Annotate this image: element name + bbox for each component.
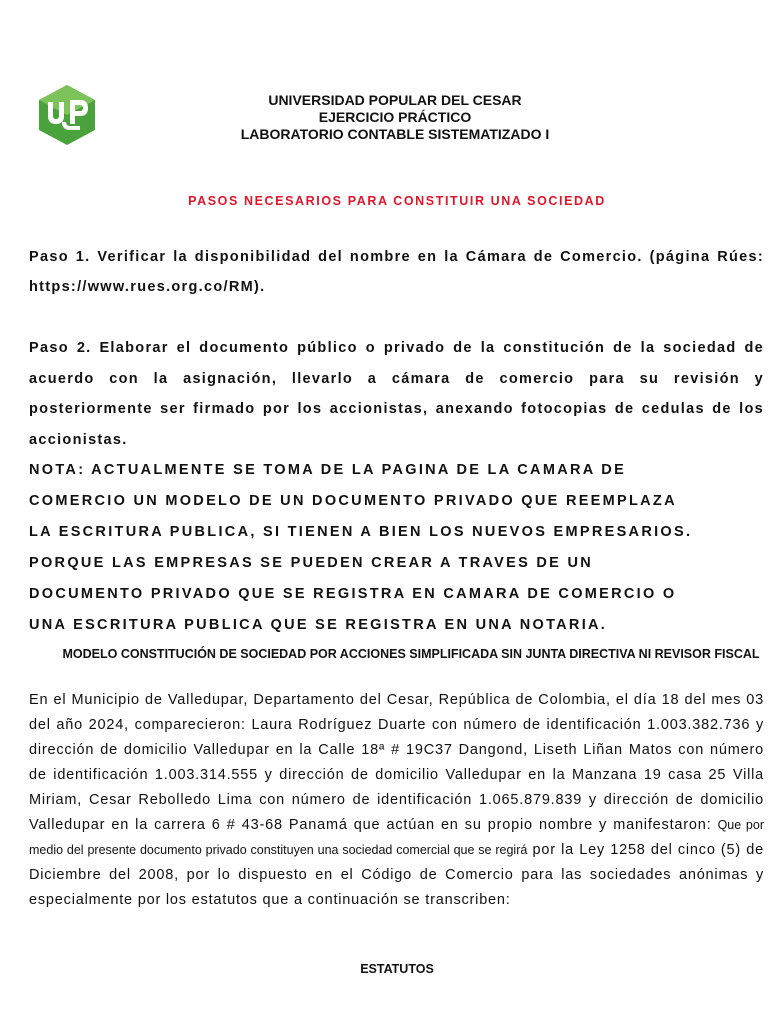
upc-logo — [36, 84, 98, 146]
body-paragraph — [29, 688, 764, 913]
course-name: LABORATORIO CONTABLE SISTEMATIZADO I — [240, 126, 550, 142]
document-header — [130, 92, 660, 143]
section-subtitle: PASOS NECESARIOS PARA CONSTITUIR UNA SOCIEDAD — [188, 194, 606, 208]
university-name: UNIVERSIDAD POPULAR DEL CESAR — [268, 92, 522, 108]
note-paragraph: NOTA: ACTUALMENTE SE TOMA DE LA PAGINA DE LA CAMARA DE COMERCIO UN MODELO DE UN DOCUMENTO PRIVADO QUE REEMPLAZA LA ESCRITURA PUBLICA, SI TIENEN A BIEN LOS NUEVOS EMPRESARIOS. PORQUE LAS EMPRESAS SE PUEDEN CREAR A TRAVES DE UN DOCUMENTO PRIVADO QUE SE REGISTRA EN CAMARA DE COMERCIO O UNA ESCRITURA PUBLICA QUE SE REGISTRA EN UNA NOTARIA. — [29, 462, 693, 633]
body-text-part-2: Que por medio del presente documento privado constituyen una sociedad comercial que se regirá — [29, 818, 764, 857]
model-title: MODELO CONSTITUCIÓN DE SOCIEDAD POR ACCIONES SIMPLIFICADA SIN JUNTA DIRECTIVA NI REVISOR FISCAL — [62, 647, 760, 661]
statutes-heading: ESTATUTOS — [360, 962, 434, 976]
step-2: Paso 2. Elaborar el documento público o privado de la constitución de la sociedad de acuerdo con la asignación, llevarlo a cámara de comercio para su revisión y posteriormente ser firmado por los accionistas, anexando fotocopias de cedulas de los accionistas. — [29, 340, 764, 448]
body-text-part-3: por la Ley 1258 del cinco (5) de Diciembre del 2008, por lo dispuesto en el Código de Comercio para las sociedades anónimas y especialmente por los estatutos que a continuación se transcriben: — [29, 842, 764, 908]
step-1: Paso 1. Verificar la disponibilidad del nombre en la Cámara de Comercio. (página Rúes: https://www.rues.org.co/RM). — [29, 249, 764, 295]
body-text-part-1: En el Municipio de Valledupar, Departamento del Cesar, República de Colombia, el día 18 del mes 03 del año 2024, comparecieron: Laura Rodríguez Duarte con número de identificación 1.003.382.736 y dirección de domicilio Valledupar en la Calle 18ª # 19C37 Dangond, Liseth Liñan Matos con número de identificación 1.003.314.555 y dirección de domicilio Valledupar en la Manzana 19 casa 25 Villa Miriam, Cesar Rebolledo Lima con número de identificación 1.065.879.839 y dirección de domicilio Valledupar en la carrera 6 # 43-68 Panamá que actúan en su propio nombre y manifestaron: — [29, 692, 764, 833]
exercise-title: EJERCICIO PRÁCTICO — [318, 109, 472, 125]
